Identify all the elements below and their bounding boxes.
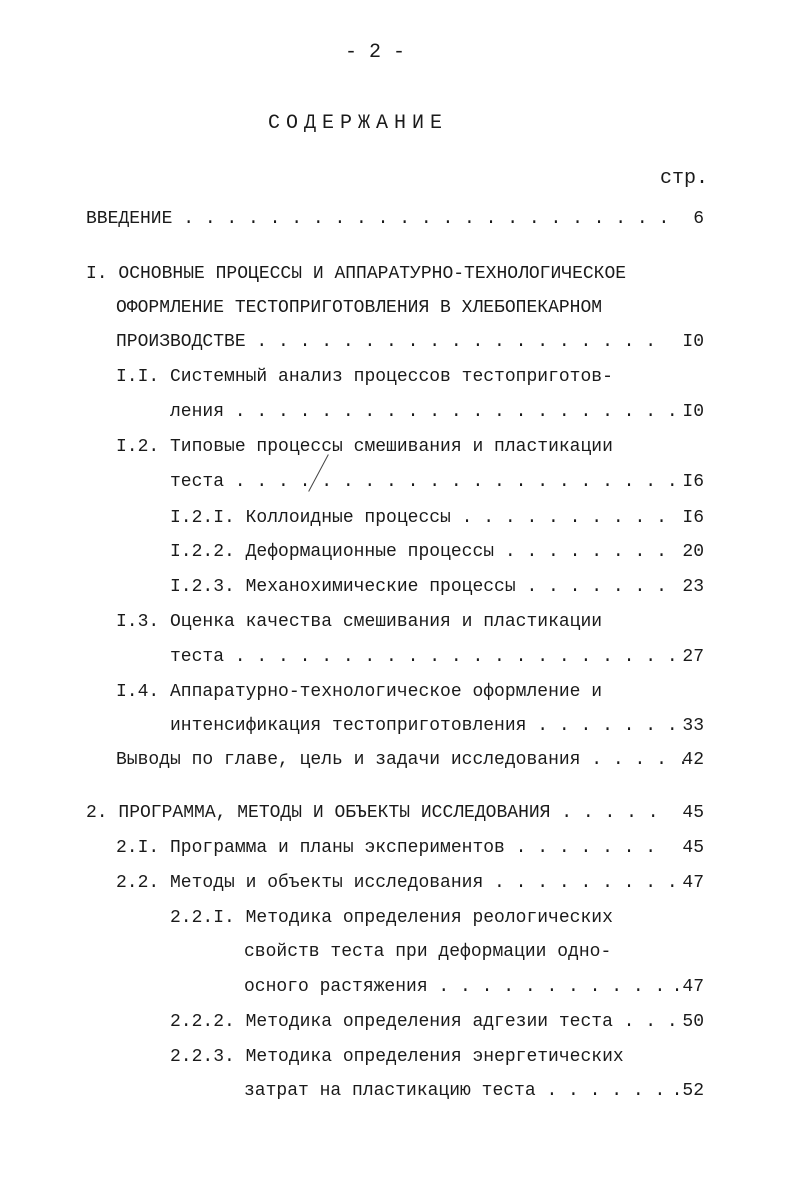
toc-entry-2-2-3-line-2: затрат на пластикацию теста . . . . . . xyxy=(244,1081,666,1101)
toc-page-2-1: 45 xyxy=(682,838,704,858)
toc-page-2-2-2: 50 xyxy=(682,1012,704,1032)
toc-page-1-2-3: 23 xyxy=(682,577,704,597)
toc-entry-2-2-2: 2.2.2. Методика определения адгезии теста . . . xyxy=(170,1012,678,1032)
toc-entry-1-4-line-2: интенсификация тестоприготовления . . . . . . . xyxy=(170,716,678,736)
toc-entry-chapter-1-line-1: I. ОСНОВНЫЕ ПРОЦЕССЫ И АППАРАТУРНО-ТЕХНОЛОГИЧЕСКОЕ xyxy=(86,264,627,284)
toc-entry-1-3-line-2: теста . . . . . . . . . . . . . . . . . . . . . xyxy=(170,647,678,667)
toc-entry-1-2-2: I.2.2. Деформационные процессы . . . . . . . . xyxy=(170,542,667,562)
toc-page-1-4: 33 xyxy=(682,716,704,736)
toc-title: СОДЕРЖАНИЕ xyxy=(268,112,449,135)
toc-page-1-2: I6 xyxy=(682,472,704,492)
toc-entry-2-2-1-line-2: свойств теста при деформации одно- xyxy=(244,942,612,962)
toc-entry-chapter-2: 2. ПРОГРАММА, МЕТОДЫ И ОБЪЕКТЫ ИССЛЕДОВАНИЯ . . . . . xyxy=(86,803,659,823)
toc-page-introduction: 6 xyxy=(693,209,704,229)
toc-page-conclusions: 42 xyxy=(682,750,704,770)
toc-entry-2-1: 2.I. Программа и планы экспериментов . . . . . . . xyxy=(116,838,657,858)
toc-page-chapter-1: I0 xyxy=(682,332,704,352)
toc-entry-chapter-1-line-3: ПРОИЗВОДСТВЕ . . . . . . . . . . . . . . . . . . . xyxy=(116,332,657,352)
toc-entry-1-2-3: I.2.3. Механохимические процессы . . . . . . . xyxy=(170,577,667,597)
toc-entry-2-2-1-line-3: осного растяжения . . . . . . . . . . . xyxy=(244,977,666,997)
toc-entry-2-2-3-line-1: 2.2.3. Методика определения энергетических xyxy=(170,1047,624,1067)
toc-entry-1-2-line-2: теста . . . . . . . . . . . . . . . . . . . . . xyxy=(170,472,678,492)
toc-page-1-3: 27 xyxy=(682,647,704,667)
toc-entry-1-1-line-1: I.I. Системный анализ процессов тестоприготов- xyxy=(116,367,613,387)
toc-entry-conclusions: Выводы по главе, цель и задачи исследования . . . . . xyxy=(116,750,689,770)
toc-entry-2-2-1-line-1: 2.2.I. Методика определения реологических xyxy=(170,908,613,928)
toc-entry-1-2-1: I.2.I. Коллоидные процессы . . . . . . . . . . xyxy=(170,508,667,528)
toc-page-1-1: I0 xyxy=(682,402,704,422)
toc-page-1-2-2: 20 xyxy=(682,542,704,562)
toc-entry-chapter-1-line-2: ОФОРМЛЕНИЕ ТЕСТОПРИГОТОВЛЕНИЯ В ХЛЕБОПЕКАРНОМ xyxy=(116,298,603,318)
page-column-label: стр. xyxy=(659,167,708,190)
toc-page-1-2-1: I6 xyxy=(682,508,704,528)
toc-entry-1-4-line-1: I.4. Аппаратурно-технологическое оформление и xyxy=(116,682,603,702)
toc-entry-1-3-line-1: I.3. Оценка качества смешивания и пластикации xyxy=(116,612,603,632)
toc-page-chapter-2: 45 xyxy=(682,803,704,823)
toc-page-2-2: 47 xyxy=(682,873,704,893)
toc-page-2-2-3: .52 xyxy=(671,1081,704,1101)
toc-entry-1-1-line-2: ления . . . . . . . . . . . . . . . . . . . . . xyxy=(170,402,678,422)
page-number: - 2 - xyxy=(345,41,406,64)
toc-entry-1-2-line-1: I.2. Типовые процессы смешивания и пластикации xyxy=(116,437,613,457)
toc-page-2-2-1: .47 xyxy=(671,977,704,997)
toc-entry-2-2: 2.2. Методы и объекты исследования . . . . . . . . . xyxy=(116,873,678,893)
toc-entry-introduction: ВВЕДЕНИЕ . . . . . . . . . . . . . . . . . . . . . . . xyxy=(86,209,670,229)
